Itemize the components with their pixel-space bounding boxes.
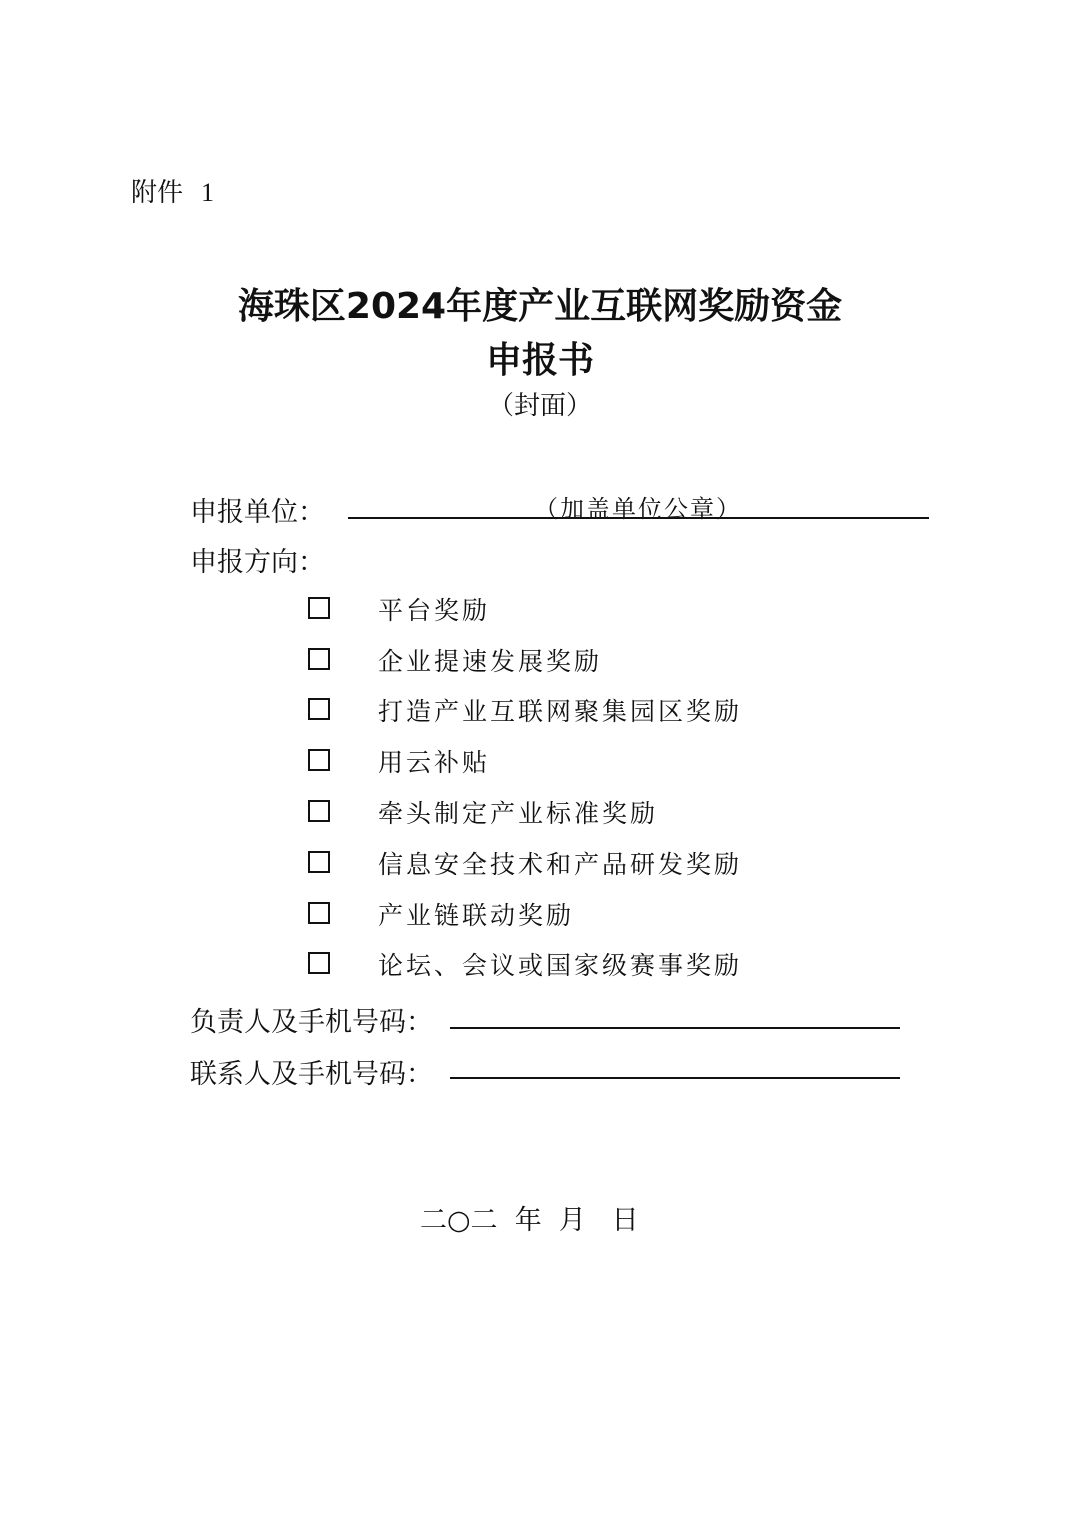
manager-label: 负责人及手机号码： <box>190 1007 433 1038</box>
document-title-line2: 申报书 <box>485 340 594 381</box>
date-line: 二○二 年 月 日 <box>420 1205 639 1236</box>
option-label: 用云补贴 <box>378 748 491 777</box>
attachment-label <box>131 172 214 209</box>
option-label: 信息安全技术和产品研发奖励 <box>378 850 743 879</box>
option-label: 企业提速发展奖励 <box>378 647 603 676</box>
checkbox[interactable] <box>308 851 330 873</box>
checkbox[interactable] <box>308 749 330 771</box>
manager-field-line[interactable] <box>450 1027 900 1029</box>
option-label: 牵头制定产业标准奖励 <box>378 799 659 828</box>
unit-label: 申报单位： <box>190 497 325 528</box>
option-label: 论坛、会议或国家级赛事奖励 <box>378 951 743 980</box>
checkbox[interactable] <box>308 698 330 720</box>
checkbox[interactable] <box>308 902 330 924</box>
attachment-text: 附件 <box>131 178 184 208</box>
checkbox[interactable] <box>308 800 330 822</box>
unit-field-line[interactable] <box>348 517 929 519</box>
contact-field-line[interactable] <box>450 1077 900 1079</box>
option-label: 平台奖励 <box>378 596 491 625</box>
contact-label: 联系人及手机号码： <box>190 1059 433 1090</box>
option-label: 打造产业互联网聚集园区奖励 <box>378 697 743 726</box>
checkbox[interactable] <box>308 597 330 619</box>
document-subtitle: （封面） <box>487 391 592 421</box>
checkbox[interactable] <box>308 952 330 974</box>
attachment-number: 1 <box>201 178 215 207</box>
unit-hint: （加盖单位公章） <box>534 495 742 523</box>
direction-label: 申报方向： <box>190 547 325 578</box>
document-title-line1: 海珠区2024年度产业互联网奖励资金 <box>237 286 843 327</box>
checkbox[interactable] <box>308 648 330 670</box>
option-label: 产业链联动奖励 <box>378 901 575 930</box>
